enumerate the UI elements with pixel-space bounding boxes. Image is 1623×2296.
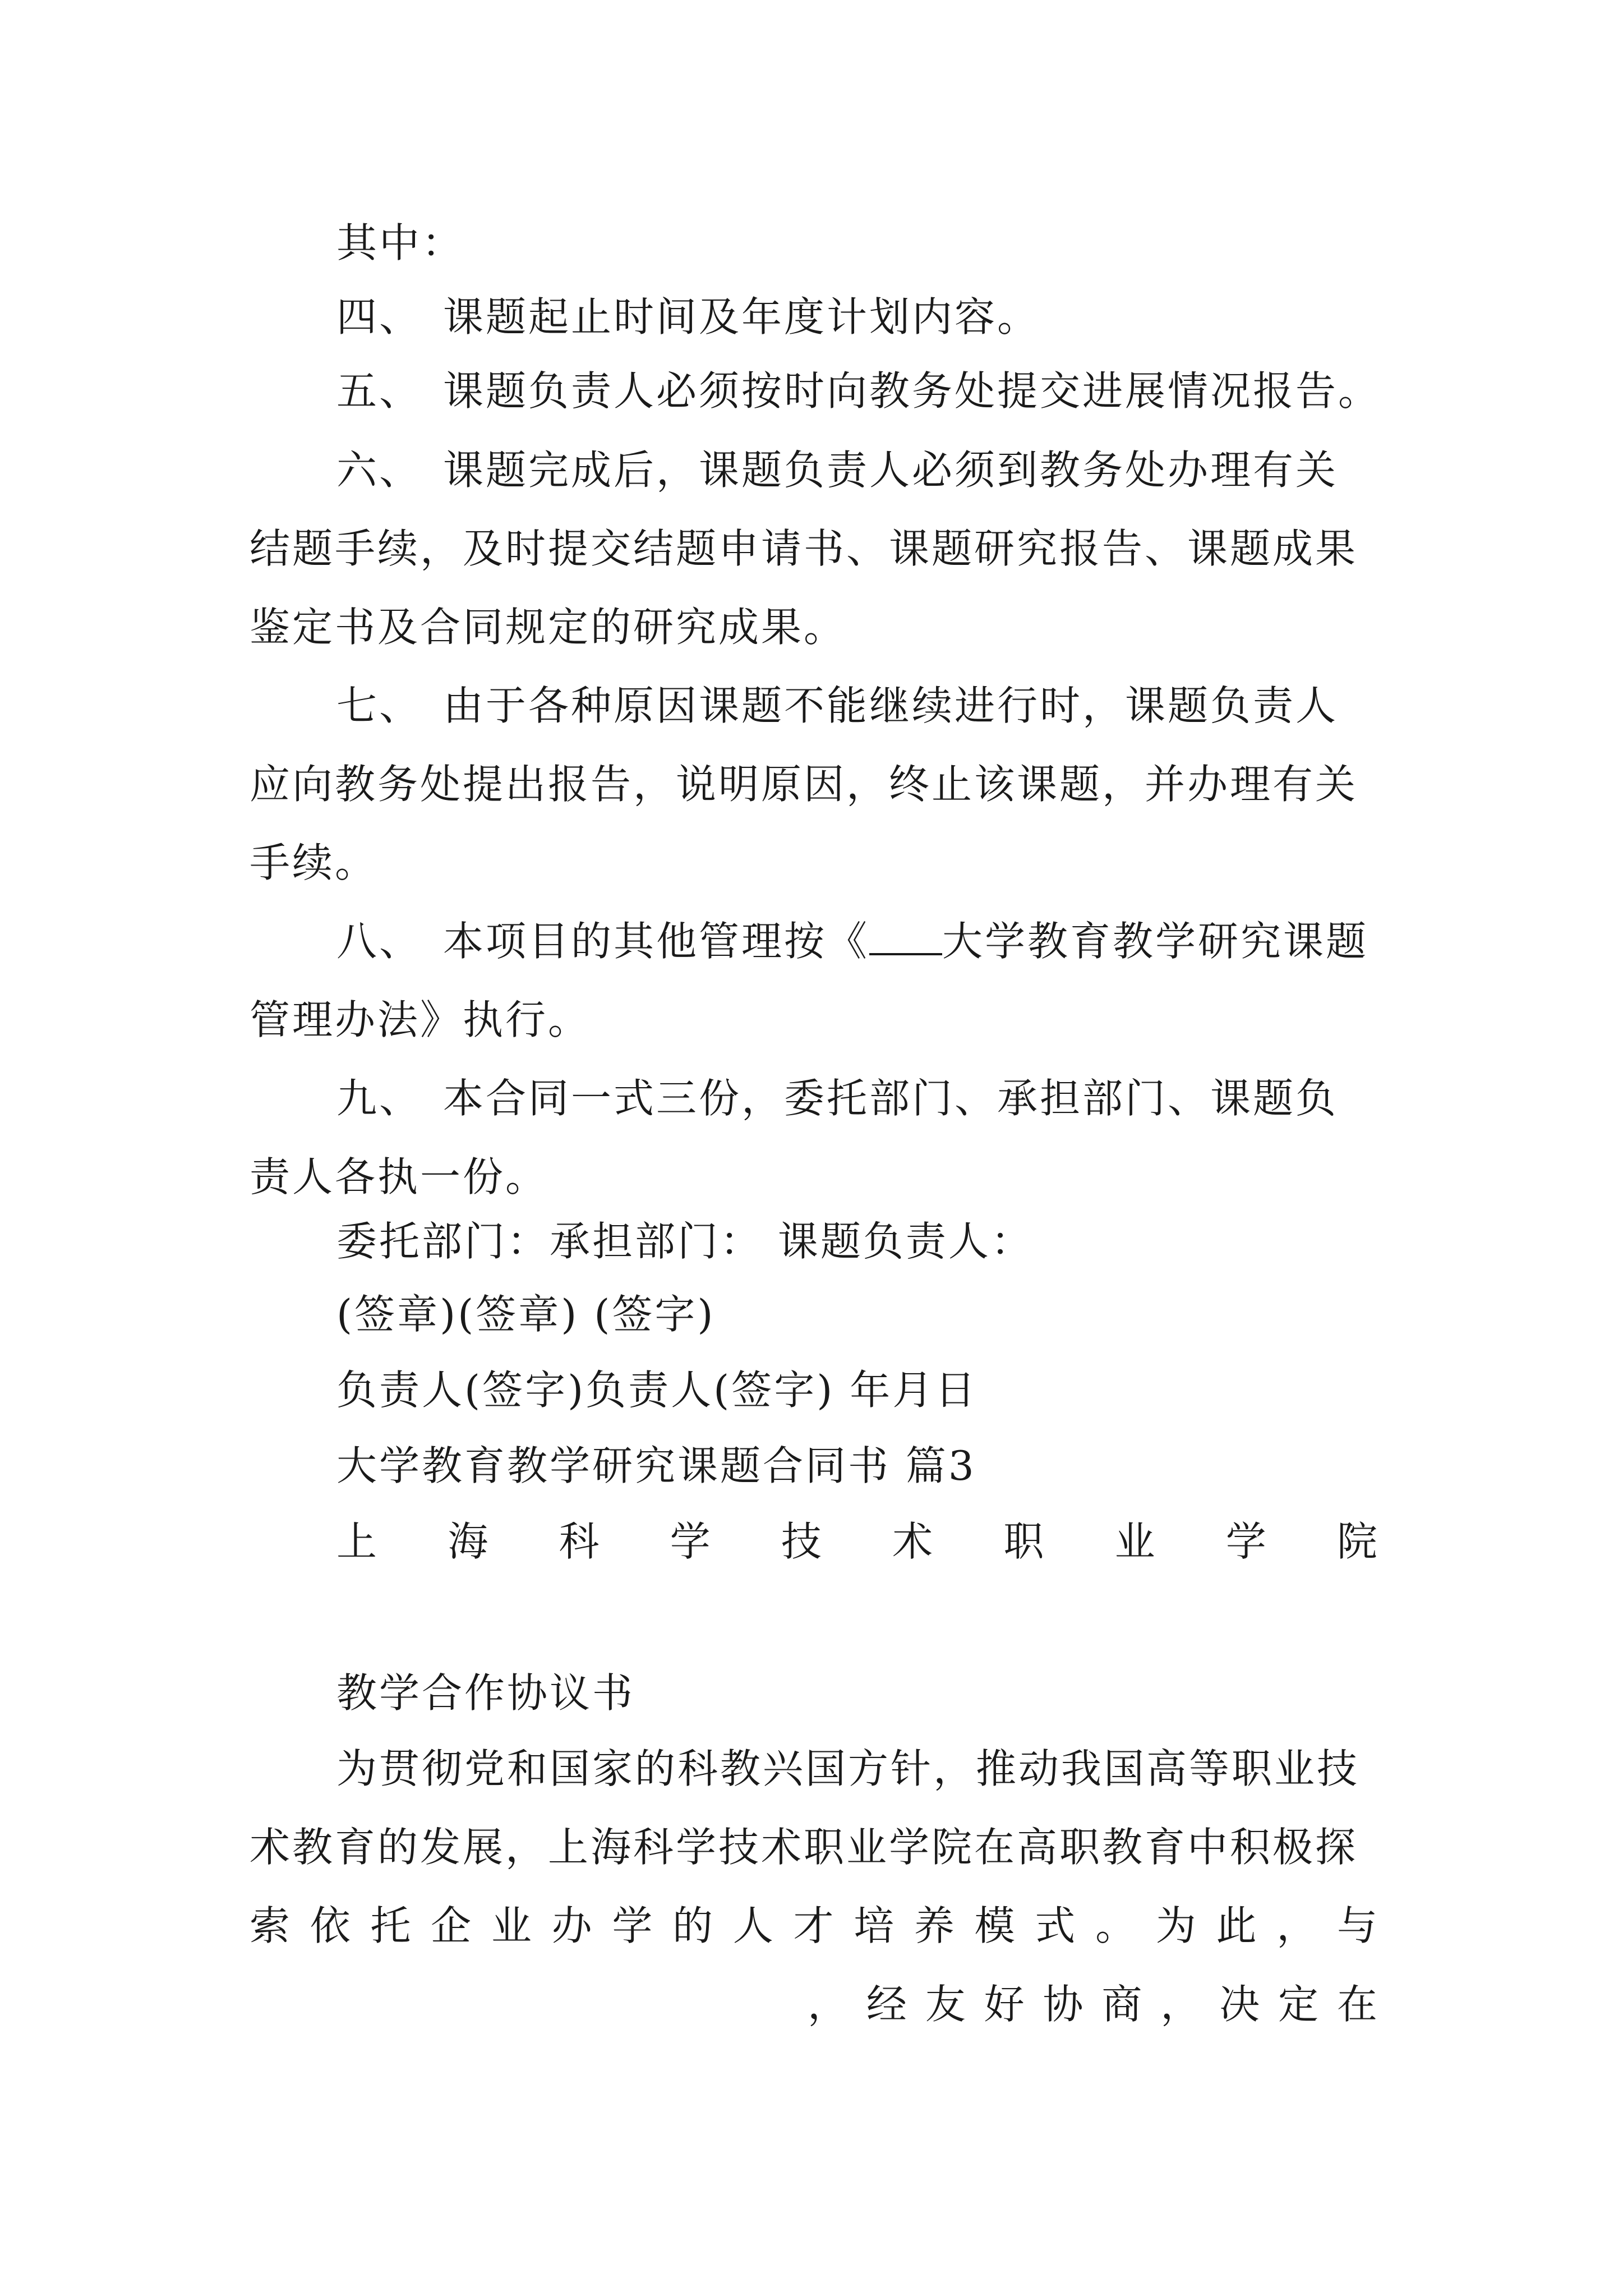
char: ，	[1276, 1902, 1320, 1949]
agreement-body-3	[250, 1899, 1380, 1953]
char: 办	[551, 1902, 594, 1949]
char: 托	[370, 1902, 413, 1949]
char: 才	[793, 1902, 836, 1949]
clause-number: 六、	[336, 447, 422, 494]
char: 企	[431, 1902, 474, 1949]
char: 养	[914, 1902, 957, 1949]
clause-7-cont-2: 手续。	[250, 839, 378, 886]
char: 术	[892, 1518, 935, 1565]
clause-7	[336, 679, 1338, 733]
clause-text: 课题完成后，课题负责人必须到教务处办理有关	[443, 447, 1339, 494]
char: 业	[491, 1902, 534, 1949]
clause-text-pre: 本项目的其他管理按《	[443, 918, 870, 965]
char: 院	[1336, 1518, 1380, 1565]
institution-name	[336, 1515, 1380, 1568]
char: 为	[1155, 1902, 1198, 1949]
clause-8-cont: 管理办法》执行。	[250, 996, 591, 1043]
char: 索	[250, 1902, 293, 1949]
agreement-title: 教学合作协议书	[336, 1669, 635, 1717]
clause-6	[336, 443, 1338, 497]
char: 学	[1225, 1518, 1269, 1565]
signature-seals: (签章)(签章) (签字)	[336, 1291, 716, 1338]
clause-6-cont-1: 结题手续，及时提交结题申请书、课题研究报告、课题成果	[250, 525, 1358, 572]
char: 的	[672, 1902, 716, 1949]
paragraph-intro: 其中：	[336, 219, 465, 266]
clause-9	[336, 1071, 1338, 1125]
char: 学	[670, 1518, 713, 1565]
clause-number: 七、	[336, 682, 422, 729]
char: 上	[336, 1518, 380, 1565]
clause-number: 四、	[336, 293, 422, 341]
char: 培	[854, 1902, 897, 1949]
clause-4	[336, 290, 1040, 344]
char: 学	[612, 1902, 655, 1949]
fill-in-blank	[869, 919, 942, 955]
clause-8	[336, 914, 1368, 968]
char: ，	[808, 1981, 851, 2028]
signature-signers-date: 负责人(签字)负责人(签字) 年月日	[336, 1366, 978, 1414]
char: 科	[559, 1518, 602, 1565]
clause-number: 五、	[336, 367, 422, 415]
clause-text-post: 大学教育教学研究课题	[942, 918, 1369, 965]
char: 经	[866, 1981, 909, 2028]
char: 。	[1095, 1902, 1138, 1949]
char: ，	[1160, 1981, 1204, 2028]
char: 决	[1219, 1981, 1262, 2028]
char: 在	[1336, 1981, 1380, 2028]
clause-text: 课题负责人必须按时向教务处提交进展情况报告。	[443, 367, 1381, 415]
char: 依	[310, 1902, 353, 1949]
clause-number: 九、	[336, 1075, 422, 1122]
char: 式	[1035, 1902, 1078, 1949]
agreement-body-2: 术教育的发展，上海科学技术职业学院在高职教育中积极探	[250, 1824, 1358, 1871]
clause-text: 课题起止时间及年度计划内容。	[443, 293, 1040, 341]
char: 海	[448, 1518, 491, 1565]
char: 与	[1336, 1902, 1380, 1949]
clause-9-cont: 责人各执一份。	[250, 1153, 548, 1200]
clause-5	[336, 364, 1381, 418]
char: 商	[1101, 1981, 1145, 2028]
char: 人	[732, 1902, 776, 1949]
signature-parties: 委托部门：承担部门： 课题负责人：	[336, 1218, 1034, 1265]
char: 技	[781, 1518, 824, 1565]
agreement-body-4	[808, 1977, 1380, 2031]
char: 友	[925, 1981, 968, 2028]
clause-number: 八、	[336, 918, 422, 965]
clause-text: 由于各种原因课题不能继续进行时，课题负责人	[443, 682, 1339, 729]
char: 模	[974, 1902, 1017, 1949]
char: 好	[984, 1981, 1027, 2028]
clause-text: 本合同一式三份，委托部门、承担部门、课题负	[443, 1075, 1339, 1122]
char: 协	[1043, 1981, 1086, 2028]
clause-6-cont-2: 鉴定书及合同规定的研究成果。	[250, 604, 847, 651]
char: 此	[1216, 1902, 1259, 1949]
clause-7-cont-1: 应向教务处提出报告，说明原因，终止该课题，并办理有关	[250, 761, 1358, 808]
char: 业	[1114, 1518, 1158, 1565]
agreement-body-1: 为贯彻党和国家的科教兴国方针，推动我国高等职业技	[336, 1745, 1360, 1792]
char: 定	[1278, 1981, 1321, 2028]
section-heading: 大学教育教学研究课题合同书 篇3	[336, 1442, 976, 1489]
char: 职	[1003, 1518, 1046, 1565]
